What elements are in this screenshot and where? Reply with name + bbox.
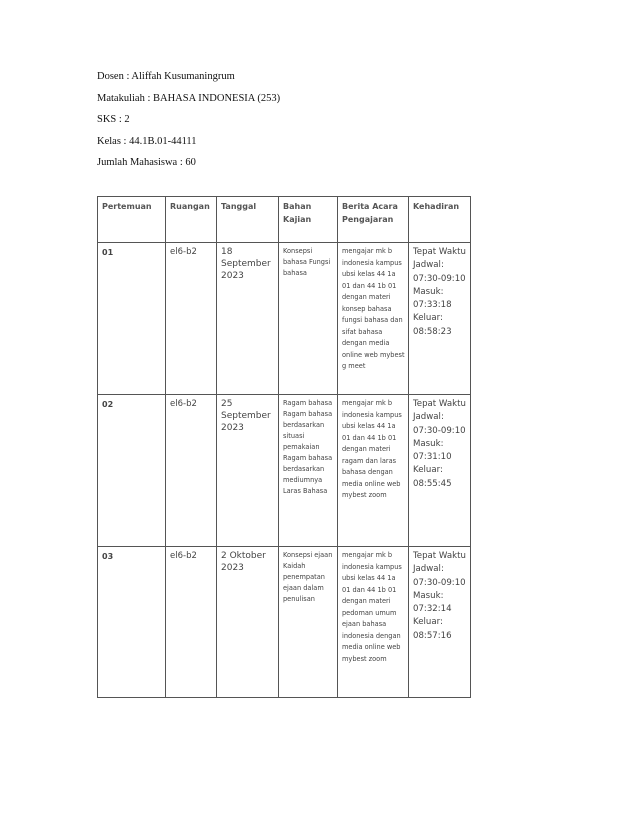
cell-ruangan: el6-b2	[166, 547, 217, 698]
cell-tanggal: 18 September 2023	[217, 243, 279, 395]
table-header-row	[98, 197, 471, 243]
kehadiran-keluar: Keluar: 08:57:16	[413, 617, 452, 641]
cell-pertemuan: 02	[98, 395, 166, 547]
cell-ruangan: el6-b2	[166, 243, 217, 395]
kelas-line: Kelas : 44.1B.01-44111	[97, 135, 197, 147]
dosen-line: Dosen : Aliffah Kusumaningrum	[97, 71, 235, 82]
table-row	[98, 395, 471, 547]
kehadiran-keluar: Keluar: 08:55:45	[413, 465, 452, 489]
cell-kehadiran	[409, 243, 471, 395]
kehadiran-masuk: Masuk: 07:33:18	[413, 286, 452, 311]
jumlah-mahasiswa-line: Jumlah Mahasiswa : 60	[97, 157, 196, 168]
kehadiran-status: Tepat Waktu	[413, 551, 466, 561]
cell-berita-acara: mengajar mk b indonesia kampus ubsi kelas 44 1a 01 dan 44 1b 01 dengan materi pedoman umum ejaan bahasa indonesia dengan media online web mybest zoom	[338, 547, 409, 698]
kehadiran-masuk: Masuk: 07:31:10	[413, 438, 452, 463]
table-row	[98, 243, 471, 395]
matakuliah-line: Matakuliah : BAHASA INDONESIA (253)	[97, 92, 281, 104]
cell-bahan-kajian: Ragam bahasa Ragam bahasa berdasarkan situasi pemakaian Ragam bahasa berdasarkan mediumnya Laras Bahasa	[279, 395, 338, 547]
cell-pertemuan: 01	[98, 243, 166, 395]
header-kehadiran: Kehadiran	[409, 197, 471, 243]
header-ruangan: Ruangan	[166, 197, 217, 243]
kehadiran-status: Tepat Waktu	[413, 399, 466, 409]
header-bahan-kajian: Bahan Kajian	[279, 197, 338, 243]
header-tanggal: Tanggal	[217, 197, 279, 243]
header-pertemuan: Pertemuan	[98, 197, 166, 243]
kehadiran-masuk: Masuk: 07:32:14	[413, 590, 452, 615]
kehadiran-jadwal: Jadwal: 07:30-09:10	[413, 260, 466, 284]
kehadiran-status: Tepat Waktu	[413, 247, 466, 257]
cell-bahan-kajian: Konsepsi ejaan Kaidah penempatan ejaan dalam penulisan	[279, 547, 338, 698]
sks-line: SKS : 2	[97, 114, 130, 125]
attendance-table	[97, 196, 471, 698]
cell-bahan-kajian: Konsepsi bahasa Fungsi bahasa	[279, 243, 338, 395]
cell-ruangan: el6-b2	[166, 395, 217, 547]
header-berita-acara: Berita Acara Pengajaran	[338, 197, 409, 243]
cell-tanggal: 25 September 2023	[217, 395, 279, 547]
cell-kehadiran	[409, 395, 471, 547]
kehadiran-keluar: Keluar: 08:58:23	[413, 313, 452, 337]
cell-kehadiran	[409, 547, 471, 698]
table-row	[98, 547, 471, 698]
cell-berita-acara: mengajar mk b indonesia kampus ubsi kelas 44 1a 01 dan 44 1b 01 dengan materi ragam dan laras bahasa dengan media online web mybest zoom	[338, 395, 409, 547]
cell-pertemuan: 03	[98, 547, 166, 698]
kehadiran-jadwal: Jadwal: 07:30-09:10	[413, 564, 466, 588]
kehadiran-jadwal: Jadwal: 07:30-09:10	[413, 412, 466, 436]
cell-berita-acara: mengajar mk b indonesia kampus ubsi kelas 44 1a 01 dan 44 1b 01 dengan materi konsep bahasa fungsi bahasa dan sifat bahasa dengan media online web mybest g meet	[338, 243, 409, 395]
cell-tanggal: 2 Oktober 2023	[217, 547, 279, 698]
document-header	[97, 70, 517, 178]
